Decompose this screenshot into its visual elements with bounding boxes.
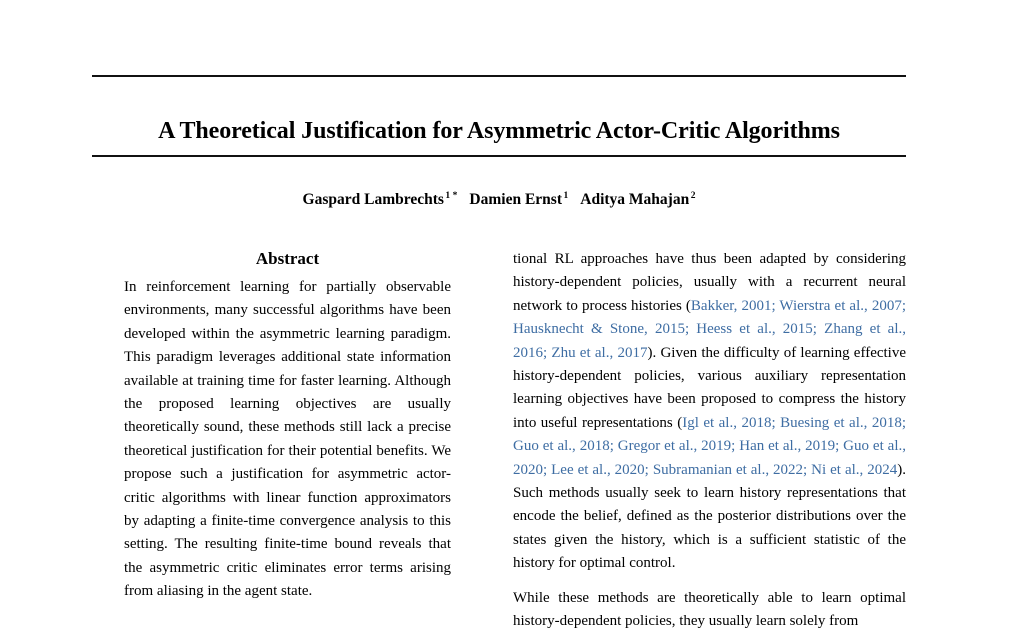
- abstract-column: [124, 248, 451, 604]
- author-name: Damien Ernst: [469, 191, 562, 208]
- author-affiliation-marker: 2: [690, 190, 696, 201]
- intro-paragraph-1: [513, 248, 906, 576]
- author-name: Gaspard Lambrechts: [302, 191, 444, 208]
- author-entry: [580, 191, 695, 208]
- masthead-rule-top: [92, 75, 906, 77]
- citation-group[interactable]: Bakker, 2001; Wierstra et al., 2007; Hausknecht & Stone, 2015; Heess et al., 2015; Zhang et al., 2016; Zhu et al., 2017: [513, 297, 906, 361]
- abstract-heading: Abstract: [255, 249, 320, 268]
- author-entry: [469, 191, 568, 208]
- intro-text-segment: tional RL approaches have thus been adapted by considering history-dependent policies, usually with a recurrent neural network to process histories (: [513, 251, 906, 314]
- author-equal-contribution-marker: *: [452, 190, 458, 201]
- masthead-rule-bottom: [92, 155, 906, 157]
- author-list: [92, 190, 906, 210]
- intro-paragraph-2: While these methods are theoretically able to learn optimal history-dependent policies, they usually learn solely from: [513, 589, 906, 630]
- author-entry: [303, 191, 458, 208]
- introduction-column: [513, 248, 906, 634]
- citation-group[interactable]: Igl et al., 2018; Buesing et al., 2018; Guo et al., 2018; Gregor et al., 2019; Han et al., 2019; Guo et al., 2020; Lee et al., 2020; Subramanian et al., 2022; Ni et al., 2024: [513, 414, 906, 478]
- abstract-body: In reinforcement learning for partially observable environments, many successful algorithms have been developed within the asymmetric learning paradigm. This paradigm leverages additional state information available at training time for faster learning. Although the proposed learning objectives are usually theoretically sound, these methods still lack a precise theoretical justification for their potential benefits. We propose such a justification for asymmetric actor-critic algorithms with linear function approximators by adapting a finite-time convergence analysis to this setting. The resulting finite-time bound reveals that the asymmetric critic eliminates error terms arising from aliasing in the agent state.: [124, 279, 451, 600]
- intro-text-segment: ). Such methods usually seek to learn history representations that encode the belief, defined as the posterior distributions over the states given the history, which is a sufficient statistic of the history for optimal control.: [513, 461, 906, 572]
- intro-text-segment: ). Given the difficulty of learning effective history-dependent policies, various auxiliary representation learning objectives have been proposed to compress the history into useful representations (: [513, 344, 906, 431]
- author-name: Aditya Mahajan: [580, 191, 690, 208]
- page-title: A Theoretical Justification for Asymmetric Actor-Critic Algorithms: [158, 118, 840, 145]
- author-affiliation-marker: 1: [563, 190, 569, 201]
- author-affiliation-marker: 1: [445, 190, 451, 201]
